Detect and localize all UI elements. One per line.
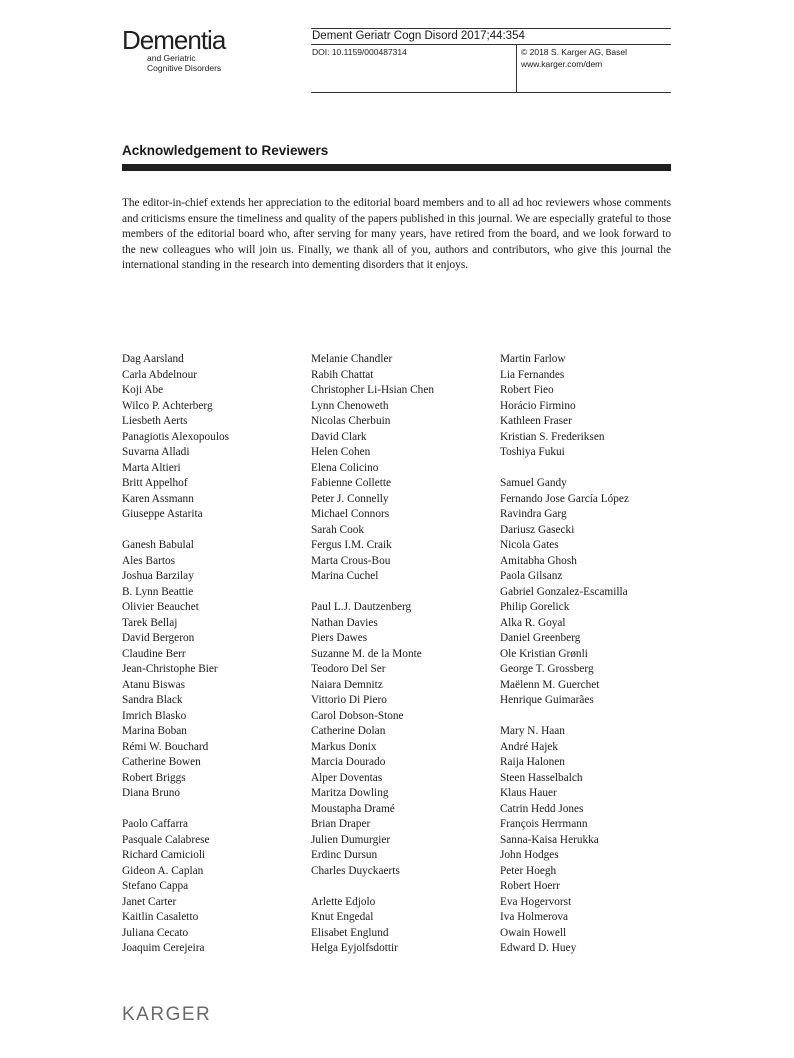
- reviewer-name: Robert Fieo: [500, 384, 554, 396]
- reviewer-name: Richard Camicioli: [122, 849, 206, 861]
- reviewer-name: Catherine Bowen: [122, 756, 201, 768]
- reviewer-column-2: [311, 352, 496, 957]
- reviewer-name: Sarah Cook: [311, 523, 365, 536]
- reviewer-name: Claudine Berr: [122, 647, 186, 660]
- reviewer-name: Melanie Chandler: [311, 353, 393, 365]
- header-rule-top: [311, 28, 671, 29]
- reviewer-name: Arlette Edjolo: [311, 895, 376, 908]
- list-spacer: [500, 709, 685, 725]
- reviewer-name: François Herrmann: [500, 818, 588, 830]
- reviewer-name: Marina Cuchel: [311, 570, 379, 582]
- reviewer-name: Toshiya Fukui: [500, 446, 565, 458]
- reviewer-name: Rabih Chattat: [311, 368, 374, 381]
- reviewer-name: Panagiotis Alexopoulos: [122, 430, 230, 443]
- reviewer-name: Joaquim Cerejeira: [122, 942, 205, 954]
- reviewer-name: Markus Donix: [311, 740, 377, 753]
- reviewer-name: Dariusz Gasecki: [500, 523, 575, 536]
- reviewer-name: Michael Connors: [311, 508, 390, 520]
- reviewer-name: Elena Colicino: [311, 461, 379, 474]
- reviewer-name: Iva Holmerova: [500, 911, 569, 923]
- list-spacer: [122, 523, 307, 539]
- reviewer-name: Koji Abe: [122, 384, 164, 396]
- logo-title: Dementia: [122, 25, 226, 55]
- reviewer-name: Catrin Hedd Jones: [500, 802, 584, 815]
- reviewer-name: Julien Dumurgier: [311, 833, 391, 846]
- list-spacer: [311, 585, 496, 601]
- reviewer-name: Fernando Jose García López: [500, 492, 629, 505]
- reviewer-name: Horácio Firmino: [500, 399, 576, 412]
- reviewer-name: Gideon A. Caplan: [122, 864, 204, 877]
- reviewer-name: Diana Bruno: [122, 787, 181, 799]
- reviewer-name: Sanna-Kaisa Herukka: [500, 833, 599, 846]
- logo-subtitle-line-1: and Geriatric: [147, 53, 196, 63]
- reviewer-name: Ganesh Babulal: [122, 539, 194, 551]
- reviewer-name: Nicola Gates: [500, 539, 559, 551]
- reviewer-name: Sandra Black: [122, 694, 183, 706]
- reviewer-name: Olivier Beauchet: [122, 601, 199, 613]
- reviewer-name: Helga Eyjolfsdottir: [311, 942, 398, 954]
- reviewer-name: Piers Dawes: [311, 632, 368, 644]
- reviewer-name: Lynn Chenoweth: [311, 399, 389, 412]
- list-spacer: [311, 879, 496, 895]
- reviewer-name: Peter Hoegh: [500, 864, 557, 877]
- reviewer-name: Suzanne M. de la Monte: [311, 647, 422, 660]
- reviewer-name: Paola Gilsanz: [500, 570, 563, 582]
- reviewer-name: Rémi W. Bouchard: [122, 740, 209, 753]
- journal-citation: Dement Geriatr Cogn Disord 2017;44:354: [312, 30, 525, 42]
- title-rule: [122, 164, 671, 171]
- reviewer-name: Paul L.J. Dautzenberg: [311, 601, 412, 613]
- reviewer-column-1: [122, 352, 307, 957]
- reviewer-name: Marina Boban: [122, 725, 187, 737]
- reviewer-name: Fergus I.M. Craik: [311, 539, 392, 551]
- page-title: Acknowledgement to Reviewers: [122, 143, 329, 158]
- reviewer-name: Samuel Gandy: [500, 477, 567, 489]
- reviewer-name: George T. Grossberg: [500, 663, 594, 675]
- reviewer-name: Amitabha Ghosh: [500, 554, 577, 567]
- reviewer-name: Imrich Blasko: [122, 709, 187, 722]
- reviewer-name: B. Lynn Beattie: [122, 585, 194, 598]
- reviewer-name: Steen Hasselbalch: [500, 771, 583, 784]
- reviewer-name: Ole Kristian Grønli: [500, 647, 588, 660]
- publisher-logo: KARGER: [122, 1004, 212, 1025]
- reviewer-name: Kaitlin Casaletto: [122, 911, 199, 923]
- reviewer-name: Klaus Hauer: [500, 787, 557, 799]
- reviewer-name: Raija Halonen: [500, 756, 565, 768]
- journal-logo: [122, 27, 225, 73]
- reviewer-name: Tarek Bellaj: [122, 616, 178, 629]
- reviewer-name: Marta Altieri: [122, 461, 181, 474]
- reviewer-name: Catherine Dolan: [311, 725, 386, 737]
- header-rule-middle: [311, 44, 671, 45]
- reviewer-name: Helen Cohen: [311, 446, 371, 458]
- intro-paragraph: The editor-in-chief extends her appreciation to the editorial board members and to all ad hoc reviewers whose comments and criticisms ensure the timeliness and quality of the papers published in this journal. We are especially grateful to those members of the editorial board who, after serving for many years, have retired from the board, and we look forward to the new colleagues who will join us. Finally, we thank all of you, authors and contributors, who give this journal the international standing in the research into dementing disorders that it enjoys.: [122, 197, 671, 271]
- reviewer-name: Nathan Davies: [311, 616, 378, 629]
- reviewer-name: Juliana Cecato: [122, 926, 189, 939]
- reviewer-name: Robert Briggs: [122, 771, 186, 784]
- reviewer-name: Daniel Greenberg: [500, 632, 581, 644]
- reviewer-name: John Hodges: [500, 849, 559, 861]
- reviewer-name: Owain Howell: [500, 926, 567, 939]
- reviewer-name: Kathleen Fraser: [500, 415, 572, 427]
- header-divider: [516, 44, 517, 92]
- reviewer-name: Jean-Christophe Bier: [122, 663, 218, 675]
- reviewer-column-3: [500, 352, 685, 957]
- reviewer-name: Marta Crous-Bou: [311, 554, 391, 567]
- reviewer-name: Marcia Dourado: [311, 756, 386, 768]
- reviewer-name: Alper Doventas: [311, 771, 383, 784]
- reviewer-name: Naiara Demnitz: [311, 678, 383, 691]
- reviewer-name: Janet Carter: [122, 895, 177, 908]
- reviewer-name: Philip Gorelick: [500, 601, 570, 613]
- reviewer-name: Fabienne Collette: [311, 477, 391, 489]
- reviewer-name: Paolo Caffarra: [122, 818, 188, 830]
- reviewer-name: Maritza Dowling: [311, 787, 389, 799]
- reviewer-name: Giuseppe Astarita: [122, 508, 203, 520]
- journal-url[interactable]: www.karger.com/dem: [521, 59, 603, 69]
- reviewer-name: Pasquale Calabrese: [122, 833, 210, 846]
- reviewer-name: Peter J. Connelly: [311, 492, 389, 505]
- reviewer-name: André Hajek: [500, 740, 559, 753]
- reviewer-name: Carol Dobson-Stone: [311, 709, 404, 722]
- reviewer-name: Eva Hogervorst: [500, 895, 572, 908]
- reviewer-name: Lia Fernandes: [500, 368, 565, 381]
- list-spacer: [122, 802, 307, 818]
- reviewer-name: Christopher Li-Hsian Chen: [311, 384, 434, 396]
- reviewer-name: Maëlenn M. Guerchet: [500, 678, 600, 691]
- reviewer-name: Karen Assmann: [122, 492, 194, 505]
- reviewer-name: Ales Bartos: [122, 554, 176, 567]
- reviewer-name: Nicolas Cherbuin: [311, 415, 391, 427]
- list-spacer: [500, 461, 685, 477]
- reviewer-name: David Bergeron: [122, 632, 195, 644]
- reviewer-name: Robert Hoerr: [500, 880, 560, 892]
- reviewer-name: Martin Farlow: [500, 353, 566, 365]
- reviewer-name: Kristian S. Frederiksen: [500, 430, 605, 443]
- copyright-text: © 2018 S. Karger AG, Basel: [521, 47, 627, 57]
- reviewer-name: Henrique Guimarães: [500, 694, 594, 706]
- header-rule-bottom: [311, 92, 671, 93]
- reviewer-name: Teodoro Del Ser: [311, 663, 386, 675]
- logo-subtitle-line-2: Cognitive Disorders: [147, 63, 222, 73]
- reviewer-name: Knut Engedal: [311, 911, 374, 923]
- reviewer-name: Moustapha Dramé: [311, 802, 395, 815]
- reviewer-name: Atanu Biswas: [122, 678, 186, 691]
- reviewer-name: Liesbeth Aerts: [122, 415, 188, 427]
- reviewer-name: Carla Abdelnour: [122, 368, 197, 381]
- reviewer-name: Mary N. Haan: [500, 725, 565, 737]
- reviewer-name: Charles Duyckaerts: [311, 864, 400, 877]
- doi-text: DOI: 10.1159/000487314: [312, 47, 407, 57]
- reviewer-name: Joshua Barzilay: [122, 570, 194, 582]
- reviewer-name: Vittorio Di Piero: [311, 694, 387, 706]
- reviewer-name: Ravindra Garg: [500, 508, 567, 520]
- reviewer-name: Alka R. Goyal: [500, 616, 566, 629]
- reviewer-name: Brian Draper: [311, 818, 371, 830]
- reviewer-name: Dag Aarsland: [122, 353, 184, 365]
- reviewer-name: Elisabet Englund: [311, 926, 389, 939]
- reviewer-name: Edward D. Huey: [500, 942, 577, 954]
- reviewer-name: Wilco P. Achterberg: [122, 399, 213, 412]
- reviewer-name: Gabriel Gonzalez-Escamilla: [500, 585, 628, 598]
- reviewer-name: Britt Appelhof: [122, 477, 188, 489]
- reviewer-name: Erdinc Dursun: [311, 849, 378, 861]
- reviewer-name: David Clark: [311, 430, 367, 443]
- reviewer-name: Suvarna Alladi: [122, 446, 190, 458]
- reviewer-name: Stefano Cappa: [122, 880, 189, 892]
